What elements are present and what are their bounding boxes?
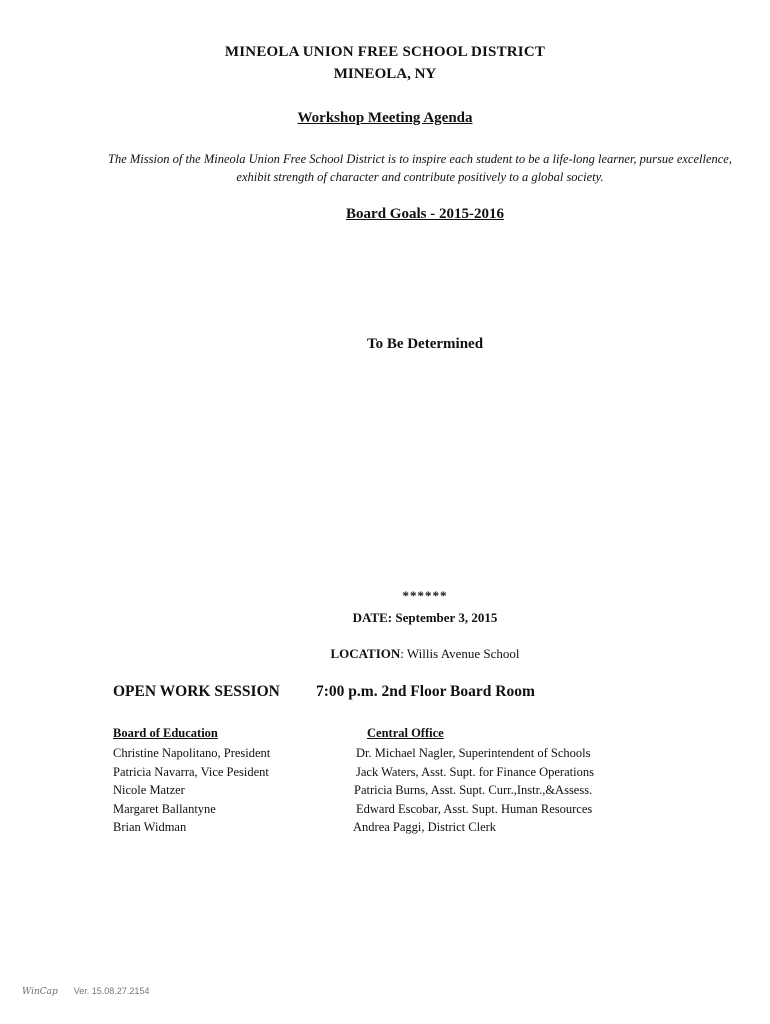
location-label: LOCATION: [330, 646, 401, 661]
list-item: Nicole Matzer: [113, 783, 185, 797]
list-item: Patricia Navarra, Vice Pesident: [113, 764, 269, 779]
board-goals-heading: Board Goals - 2015-2016: [346, 206, 504, 222]
list-item: Dr. Michael Nagler, Superintendent of Schools: [356, 746, 591, 760]
list-item: Patricia Burns, Asst. Supt. Curr.,Instr.,&Assess.: [354, 783, 593, 797]
list-item: Andrea Paggi, District Clerk: [353, 820, 497, 834]
version-label: Ver. 15.08.27.2154: [73, 986, 150, 996]
section-separator: ******: [402, 588, 448, 603]
wincap-logo: WinCap: [22, 987, 58, 997]
session-label: OPEN WORK SESSION: [113, 683, 280, 700]
board-of-education-list: [113, 744, 270, 837]
list-item: Christine Napolitano, President: [113, 746, 271, 760]
central-office-heading: Central Office: [367, 726, 444, 740]
district-name: MINEOLA UNION FREE SCHOOL DISTRICT: [224, 44, 546, 60]
board-of-education-heading: Board of Education: [113, 726, 218, 740]
meeting-location: [0, 646, 770, 662]
list-item: Brian Widman: [113, 820, 187, 834]
district-city: MINEOLA, NY: [333, 66, 437, 82]
meeting-date: DATE: September 3, 2015: [352, 610, 498, 625]
session-time: 7:00 p.m. 2nd Floor Board Room: [316, 683, 535, 700]
list-item: Jack Waters, Asst. Supt. for Finance Operations: [356, 764, 594, 779]
agenda-title: Workshop Meeting Agenda: [297, 110, 473, 126]
mission-statement: The Mission of the Mineola Union Free School District is to inspire each student to be a life-long learner, pursue excellence, exhibit strength of character and contribute positively to a global society.: [108, 152, 732, 184]
location-value: : Willis Avenue School: [400, 646, 520, 661]
list-item: Margaret Ballantyne: [113, 801, 216, 816]
central-office-list: [353, 744, 594, 837]
list-item: Edward Escobar, Asst. Supt. Human Resources: [356, 801, 593, 816]
document-footer: [22, 986, 149, 997]
board-goals-status: To Be Determined: [366, 336, 484, 352]
